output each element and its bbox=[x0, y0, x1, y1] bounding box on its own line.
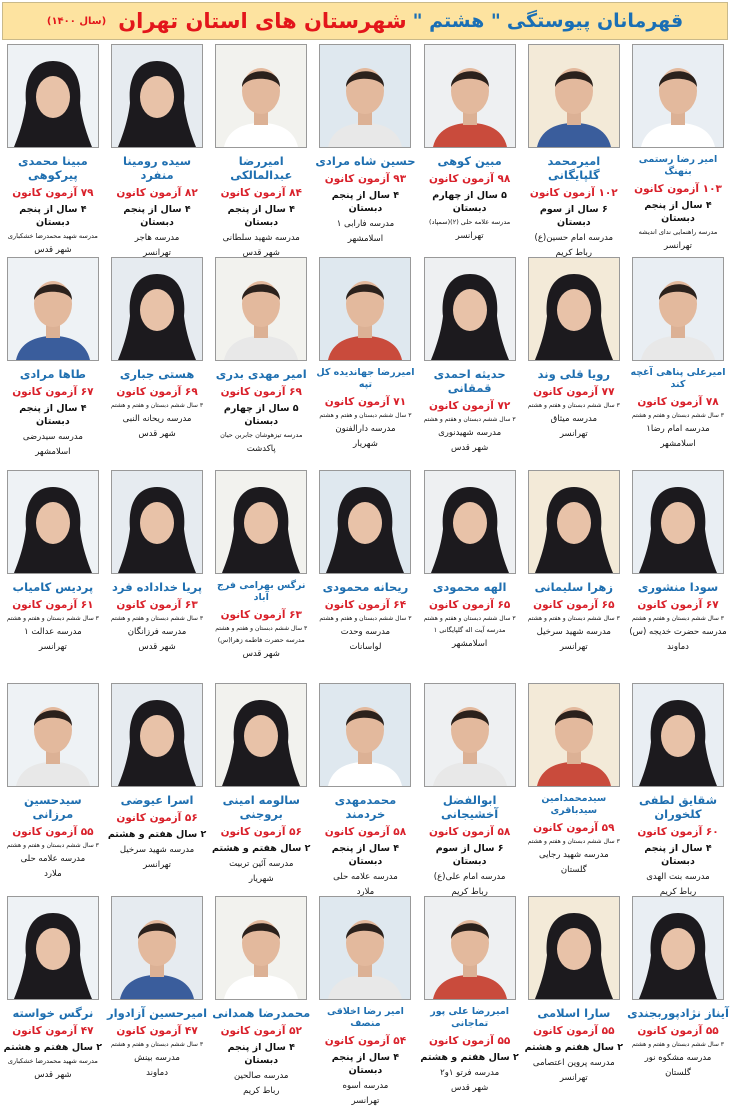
study-period: ۳ سال ششم دبستان و هفتم و هشتم bbox=[111, 615, 204, 622]
school-name: مدرسه مشکوه نور bbox=[644, 1053, 712, 1063]
student-name: امیرمحمد گلپایگانی bbox=[547, 154, 601, 182]
exam-count: ۹۸ آزمون کانون bbox=[428, 173, 511, 185]
school-name: مدرسه دارالفنون bbox=[335, 424, 396, 434]
student-photo bbox=[632, 896, 724, 1000]
student-card bbox=[418, 683, 522, 896]
city-name: شهریار bbox=[353, 439, 378, 449]
student-card bbox=[209, 44, 313, 257]
study-period: ۵ سال از چهارم دبستان bbox=[223, 403, 299, 427]
title-year: (سال ۱۴۰۰) bbox=[46, 15, 107, 27]
student-name: سیده رومینا منفرد bbox=[123, 154, 192, 182]
study-period: ۳ سال ششم دبستان و هفتم و هشتم bbox=[631, 412, 725, 419]
student-name: سیدحسین مرزانی bbox=[24, 793, 82, 821]
study-period: ۶ سال از سوم دبستان bbox=[539, 204, 608, 228]
city-name: رباط کریم bbox=[555, 248, 593, 257]
student-card bbox=[105, 896, 209, 1109]
city-name: گلستان bbox=[560, 865, 587, 875]
school-name: مدرسه بینش bbox=[134, 1053, 180, 1063]
person-portrait-icon bbox=[531, 690, 617, 786]
school-name: مدرسه میثاق bbox=[550, 414, 597, 424]
school-name: مدرسه حضرت فاطمه زهرا(س) bbox=[217, 636, 305, 644]
study-period: ۳ سال ششم دبستان و هفتم و هشتم bbox=[527, 838, 620, 845]
student-name: امیرحسین آزادوار bbox=[107, 1006, 208, 1020]
student-photo bbox=[528, 896, 620, 1000]
student-name: ریحانه محمودی bbox=[322, 580, 409, 594]
student-photo bbox=[7, 470, 99, 574]
student-name: امیر رضا اخلاقی منصف bbox=[326, 1006, 404, 1029]
city-name: تهرانسر bbox=[455, 231, 484, 241]
student-card bbox=[522, 470, 626, 683]
person-portrait-icon bbox=[218, 51, 304, 147]
city-name: اسلامشهر bbox=[451, 639, 488, 649]
student-name: محمدرضا همدانی bbox=[212, 1006, 311, 1020]
student-photo bbox=[632, 44, 724, 148]
student-name: ابوالفضل آخشیجانی bbox=[441, 793, 499, 821]
student-photo bbox=[111, 896, 203, 1000]
student-card bbox=[522, 44, 626, 257]
student-photo bbox=[7, 257, 99, 361]
exam-count: ۵۵ آزمون کانون bbox=[637, 1025, 719, 1037]
school-name: مدرسه شهیدنوری bbox=[438, 428, 502, 438]
exam-count: ۸۲ آزمون کانون bbox=[116, 187, 198, 199]
student-photo bbox=[215, 896, 307, 1000]
study-period: ۴ سال از پنجم دبستان bbox=[123, 204, 191, 228]
exam-count: ۵۸ آزمون کانون bbox=[428, 826, 511, 838]
school-name: مدرسه صالحین bbox=[234, 1071, 289, 1081]
student-card bbox=[1, 257, 105, 470]
school-name: مدرسه تیزهوشان جابربن حیان bbox=[220, 431, 303, 439]
student-card bbox=[209, 683, 313, 896]
exam-count: ۶۵ آزمون کانون bbox=[533, 599, 615, 611]
student-photo bbox=[7, 683, 99, 787]
person-portrait-icon bbox=[114, 903, 200, 999]
student-card bbox=[105, 257, 209, 470]
person-portrait-icon bbox=[635, 51, 721, 147]
person-portrait-icon bbox=[322, 903, 408, 999]
student-name: سالومه امینی بروجنی bbox=[222, 793, 300, 821]
student-card bbox=[313, 683, 417, 896]
student-card bbox=[105, 470, 209, 683]
school-name: مدرسه علامه حلی bbox=[333, 872, 398, 882]
student-photo bbox=[424, 257, 516, 361]
student-photo bbox=[7, 896, 99, 1000]
student-photo bbox=[632, 470, 724, 574]
student-card bbox=[626, 257, 730, 470]
school-name: مدرسه عدالت ۱ bbox=[24, 627, 82, 637]
city-name: اسلامشهر bbox=[347, 234, 384, 244]
student-photo bbox=[528, 44, 620, 148]
student-photo bbox=[528, 257, 620, 361]
school-name: مدرسه علامه حلی (۲)(سمپاد) bbox=[429, 218, 511, 226]
exam-count: ۵۶ آزمون کانون bbox=[220, 826, 302, 838]
exam-count: ۴۷ آزمون کانون bbox=[116, 1025, 198, 1037]
student-name: امیرعلی پناهی آغچه کند bbox=[630, 367, 726, 390]
student-name: الهه محمودی bbox=[432, 580, 507, 594]
title-region: شهرستان های استان تهران bbox=[118, 9, 407, 33]
student-card bbox=[626, 896, 730, 1109]
student-name: امیررضا عبدالمالکی bbox=[230, 154, 293, 182]
study-period: ۳ سال ششم دبستان و هفتم و هشتم bbox=[6, 615, 99, 622]
student-photo bbox=[215, 683, 307, 787]
students-grid bbox=[0, 44, 730, 1109]
student-name: محمدمهدی خردمند bbox=[334, 793, 397, 821]
student-card bbox=[418, 896, 522, 1109]
city-name: تهرانسر bbox=[38, 642, 67, 652]
study-period: ۲ سال هفتم و هشتم bbox=[524, 1042, 624, 1053]
student-name: سودا منشوری bbox=[637, 580, 719, 594]
school-name: مدرسه فرزانگان bbox=[127, 627, 187, 637]
student-name: نرگس بهرامی فرج آباد bbox=[216, 580, 306, 603]
exam-count: ۷۹ آزمون کانون bbox=[12, 187, 94, 199]
city-name: ملارد bbox=[356, 887, 375, 896]
student-card bbox=[418, 470, 522, 683]
city-name: اسلامشهر bbox=[35, 447, 71, 457]
school-name: مدرسه فارابی ۱ bbox=[336, 219, 395, 229]
student-card bbox=[522, 896, 626, 1109]
study-period: ۳ سال ششم دبستان و هفتم و هشتم bbox=[215, 625, 308, 632]
student-name: هستی جباری bbox=[119, 367, 195, 381]
school-name: مدرسه شهید سرخیل bbox=[536, 627, 611, 637]
person-portrait-icon bbox=[10, 690, 96, 786]
school-name: مدرسه هاجر bbox=[134, 233, 180, 243]
student-card bbox=[209, 470, 313, 683]
student-photo bbox=[632, 257, 724, 361]
city-name: تهرانسر bbox=[559, 642, 588, 652]
city-name: لواسانات bbox=[349, 642, 382, 652]
school-name: مدرسه شهید محمدرضا خشکباری bbox=[7, 232, 98, 240]
school-name: مدرسه پروین اعتصامی bbox=[532, 1058, 615, 1068]
person-portrait-icon bbox=[635, 477, 721, 573]
city-name: شهر قدس bbox=[242, 649, 280, 659]
exam-count: ۱۰۲ آزمون کانون bbox=[529, 187, 618, 199]
person-portrait-icon bbox=[427, 477, 513, 573]
student-photo bbox=[528, 683, 620, 787]
study-period: ۵ سال از چهارم دبستان bbox=[432, 190, 507, 214]
school-name: مدرسه شهید سرخیل bbox=[119, 845, 195, 855]
student-photo bbox=[632, 683, 724, 787]
student-name: حسین شاه مرادی bbox=[315, 154, 416, 168]
city-name: تهرانسر bbox=[559, 1073, 588, 1083]
student-name: حدیثه احمدی قمقانی bbox=[433, 367, 506, 395]
student-name: امیررضا جهاندیده کل تپه bbox=[316, 367, 415, 390]
student-card bbox=[105, 44, 209, 257]
student-card bbox=[313, 896, 417, 1109]
page-header bbox=[2, 2, 728, 40]
city-name: گلستان bbox=[665, 1068, 691, 1078]
student-photo bbox=[424, 683, 516, 787]
city-name: شهر قدس bbox=[34, 245, 72, 255]
student-card bbox=[313, 44, 417, 257]
student-name: سیدمحمدامین سیدباقری bbox=[541, 793, 607, 816]
exam-count: ۵۹ آزمون کانون bbox=[533, 822, 615, 834]
exam-count: ۵۸ آزمون کانون bbox=[324, 826, 407, 838]
school-name: مدرسه سیدرضی bbox=[22, 432, 83, 442]
person-portrait-icon bbox=[322, 477, 408, 573]
city-name: شهر قدس bbox=[242, 248, 280, 257]
student-photo bbox=[319, 683, 411, 787]
student-name: نرگس خواسته bbox=[12, 1006, 94, 1020]
school-name: مدرسه حضرت خدیجه (س) bbox=[629, 627, 727, 637]
school-name: مدرسه آیت اله گلپایگانی ۱ bbox=[433, 626, 506, 634]
student-card bbox=[522, 683, 626, 896]
student-photo bbox=[319, 44, 411, 148]
student-photo bbox=[215, 257, 307, 361]
student-name: امیررضا علی پور تماجانی bbox=[430, 1006, 509, 1029]
exam-count: ۵۶ آزمون کانون bbox=[116, 812, 198, 824]
study-period: ۲ سال هفتم و هشتم bbox=[212, 843, 311, 854]
student-photo bbox=[424, 470, 516, 574]
student-photo bbox=[111, 683, 203, 787]
student-name: امیر رضا رستمی بنهنگ bbox=[638, 154, 718, 177]
person-portrait-icon bbox=[218, 477, 304, 573]
study-period: ۴ سال از پنجم دبستان bbox=[331, 843, 400, 867]
school-name: مدرسه علامه حلی bbox=[20, 854, 86, 864]
exam-count: ۵۲ آزمون کانون bbox=[220, 1025, 302, 1037]
study-period: ۳ سال ششم دبستان و هفتم و هشتم bbox=[319, 615, 412, 622]
student-card bbox=[1, 896, 105, 1109]
city-name: رباط کریم bbox=[451, 887, 488, 896]
student-card bbox=[522, 257, 626, 470]
student-card bbox=[209, 257, 313, 470]
exam-count: ۷۱ آزمون کانون bbox=[324, 396, 407, 408]
person-portrait-icon bbox=[10, 477, 96, 573]
student-photo bbox=[319, 896, 411, 1000]
exam-count: ۵۵ آزمون کانون bbox=[533, 1025, 615, 1037]
city-name: تهرانسر bbox=[143, 860, 172, 870]
student-card bbox=[1, 683, 105, 896]
study-period: ۴ سال از پنجم دبستان bbox=[19, 204, 87, 228]
exam-count: ۹۳ آزمون کانون bbox=[324, 173, 407, 185]
study-period: ۳ سال ششم دبستان و هفتم و هشتم bbox=[319, 412, 412, 419]
exam-count: ۵۴ آزمون کانون bbox=[324, 1035, 407, 1047]
city-name: ملارد bbox=[44, 869, 62, 879]
student-card bbox=[209, 896, 313, 1109]
city-name: دماوند bbox=[667, 642, 689, 652]
person-portrait-icon bbox=[114, 51, 200, 147]
student-name: مبین کوهی bbox=[437, 154, 502, 168]
person-portrait-icon bbox=[531, 264, 617, 360]
title-champions: قهرمانان پیوستگی bbox=[506, 10, 684, 32]
person-portrait-icon bbox=[427, 903, 513, 999]
exam-count: ۴۷ آزمون کانون bbox=[12, 1025, 94, 1037]
person-portrait-icon bbox=[531, 477, 617, 573]
person-portrait-icon bbox=[10, 264, 96, 360]
student-photo bbox=[319, 470, 411, 574]
exam-count: ۶۵ آزمون کانون bbox=[428, 599, 511, 611]
city-name: شهر قدس bbox=[450, 1083, 489, 1093]
city-name: دماوند bbox=[146, 1068, 168, 1078]
person-portrait-icon bbox=[635, 264, 721, 360]
school-name: مدرسه امام رضا۱ bbox=[646, 424, 710, 434]
student-photo bbox=[215, 470, 307, 574]
student-name: پردیس کامیاب bbox=[12, 580, 94, 594]
student-photo bbox=[111, 257, 203, 361]
person-portrait-icon bbox=[10, 51, 96, 147]
student-name: آیناز نژادپوربجندی bbox=[627, 1006, 729, 1020]
student-name: پریا خداداده فرد bbox=[112, 580, 203, 594]
school-name: مدرسه وحدت bbox=[340, 627, 391, 637]
exam-count: ۶۷ آزمون کانون bbox=[637, 599, 719, 611]
person-portrait-icon bbox=[635, 903, 721, 999]
school-name: مدرسه شهید محمدرضا خشکباری bbox=[7, 1057, 98, 1065]
city-name: تهرانسر bbox=[664, 241, 692, 251]
study-period: ۴ سال از پنجم دبستان bbox=[19, 403, 87, 427]
study-period: ۴ سال از پنجم دبستان bbox=[644, 843, 712, 867]
exam-count: ۶۹ آزمون کانون bbox=[116, 386, 198, 398]
exam-count: ۶۰ آزمون کانون bbox=[637, 826, 719, 838]
school-name: مدرسه شهید رجایی bbox=[538, 850, 609, 860]
student-card bbox=[418, 44, 522, 257]
person-portrait-icon bbox=[10, 903, 96, 999]
study-period: ۳ سال ششم دبستان و هفتم و هشتم bbox=[111, 402, 204, 409]
study-period: ۲ سال هفتم و هشتم bbox=[420, 1052, 519, 1063]
school-name: مدرسه اسوه bbox=[342, 1081, 389, 1091]
exam-count: ۶۳ آزمون کانون bbox=[116, 599, 198, 611]
student-card bbox=[1, 470, 105, 683]
person-portrait-icon bbox=[531, 51, 617, 147]
student-card bbox=[313, 470, 417, 683]
person-portrait-icon bbox=[218, 264, 304, 360]
person-portrait-icon bbox=[114, 690, 200, 786]
person-portrait-icon bbox=[427, 264, 513, 360]
study-period: ۴ سال از پنجم دبستان bbox=[331, 190, 400, 214]
person-portrait-icon bbox=[322, 264, 408, 360]
student-name: امیر مهدی بدری bbox=[215, 367, 307, 381]
title-grade: " هشتم " bbox=[412, 10, 501, 32]
student-card bbox=[626, 470, 730, 683]
city-name: شهر قدس bbox=[138, 642, 176, 652]
student-photo bbox=[111, 44, 203, 148]
school-name: مدرسه آئین تربیت bbox=[229, 859, 294, 869]
study-period: ۳ سال ششم دبستان و هفتم و هشتم bbox=[527, 402, 620, 409]
person-portrait-icon bbox=[322, 51, 408, 147]
study-period: ۴ سال از پنجم دبستان bbox=[227, 204, 295, 228]
study-period: ۴ سال از پنجم دبستان bbox=[331, 1052, 400, 1076]
exam-count: ۷۸ آزمون کانون bbox=[637, 396, 719, 408]
study-period: ۳ سال ششم دبستان و هفتم و هشتم bbox=[111, 1041, 204, 1048]
city-name: پاکدشت bbox=[246, 444, 276, 454]
city-name: رباط کریم bbox=[243, 1086, 280, 1096]
student-name: شقایق لطفی کلخوران bbox=[638, 793, 718, 821]
study-period: ۳ سال ششم دبستان و هفتم و هشتم bbox=[423, 615, 516, 622]
student-card bbox=[1, 44, 105, 257]
study-period: ۲ سال هفتم و هشتم bbox=[107, 829, 207, 840]
person-portrait-icon bbox=[531, 903, 617, 999]
study-period: ۳ سال ششم دبستان و هفتم و هشتم bbox=[631, 1041, 725, 1048]
city-name: رباط کریم bbox=[659, 887, 697, 896]
school-name: مدرسه راهنمایی ندای اندیشه bbox=[638, 228, 718, 236]
exam-count: ۶۴ آزمون کانون bbox=[324, 599, 407, 611]
exam-count: ۵۵ آزمون کانون bbox=[428, 1035, 511, 1047]
exam-count: ۶۳ آزمون کانون bbox=[220, 609, 302, 621]
student-photo bbox=[111, 470, 203, 574]
exam-count: ۷۲ آزمون کانون bbox=[428, 400, 511, 412]
student-card bbox=[313, 257, 417, 470]
person-portrait-icon bbox=[114, 477, 200, 573]
city-name: شهریار bbox=[248, 874, 274, 884]
student-photo bbox=[424, 44, 516, 148]
exam-count: ۸۴ آزمون کانون bbox=[220, 187, 302, 199]
city-name: شهر قدس bbox=[34, 1070, 72, 1080]
school-name: مدرسه شهید سلطانی bbox=[222, 233, 300, 243]
student-photo bbox=[7, 44, 99, 148]
exam-count: ۷۷ آزمون کانون bbox=[533, 386, 615, 398]
person-portrait-icon bbox=[322, 690, 408, 786]
school-name: مدرسه امام علی(ع) bbox=[433, 872, 506, 882]
city-name: شهر قدس bbox=[138, 429, 176, 439]
study-period: ۲ سال هفتم و هشتم bbox=[3, 1042, 103, 1053]
person-portrait-icon bbox=[218, 903, 304, 999]
exam-count: ۱۰۳ آزمون کانون bbox=[634, 183, 722, 195]
exam-count: ۶۱ آزمون کانون bbox=[12, 599, 94, 611]
study-period: ۳ سال ششم دبستان و هفتم و هشتم bbox=[6, 842, 99, 849]
student-photo bbox=[424, 896, 516, 1000]
student-name: طاها مرادی bbox=[19, 367, 86, 381]
exam-count: ۶۷ آزمون کانون bbox=[12, 386, 94, 398]
school-name: مدرسه امام حسین(ع) bbox=[534, 233, 614, 243]
student-name: سارا اسلامی bbox=[537, 1006, 611, 1020]
student-card bbox=[418, 257, 522, 470]
student-card bbox=[626, 683, 730, 896]
study-period: ۴ سال از پنجم دبستان bbox=[227, 1042, 295, 1066]
student-photo bbox=[528, 470, 620, 574]
student-name: زهرا سلیمانی bbox=[534, 580, 613, 594]
exam-count: ۶۹ آزمون کانون bbox=[220, 386, 302, 398]
student-name: رویا قلی وند bbox=[537, 367, 611, 381]
exam-count: ۵۵ آزمون کانون bbox=[12, 826, 94, 838]
study-period: ۶ سال از سوم دبستان bbox=[435, 843, 504, 867]
student-name: مبینا محمدی پیرکوهی bbox=[17, 154, 88, 182]
city-name: تهرانسر bbox=[559, 429, 588, 439]
city-name: اسلامشهر bbox=[660, 439, 696, 449]
city-name: شهر قدس bbox=[450, 443, 489, 453]
city-name: تهرانسر bbox=[351, 1096, 380, 1106]
student-photo bbox=[215, 44, 307, 148]
student-card bbox=[105, 683, 209, 896]
person-portrait-icon bbox=[218, 690, 304, 786]
person-portrait-icon bbox=[114, 264, 200, 360]
school-name: مدرسه بنت الهدی bbox=[646, 872, 710, 882]
student-name: اسرا عیوضی bbox=[120, 793, 194, 807]
student-card bbox=[626, 44, 730, 257]
school-name: مدرسه فرتو ۱و۲ bbox=[440, 1068, 500, 1078]
student-photo bbox=[319, 257, 411, 361]
person-portrait-icon bbox=[635, 690, 721, 786]
person-portrait-icon bbox=[427, 690, 513, 786]
study-period: ۴ سال از پنجم دبستان bbox=[644, 200, 712, 224]
study-period: ۳ سال ششم دبستان و هفتم و هشتم bbox=[527, 615, 620, 622]
person-portrait-icon bbox=[427, 51, 513, 147]
study-period: ۳ سال ششم دبستان و هفتم و هشتم bbox=[631, 615, 725, 622]
study-period: ۳ سال ششم دبستان و هفتم و هشتم bbox=[423, 416, 516, 423]
school-name: مدرسه ریحانه النبی bbox=[122, 414, 192, 424]
city-name: تهرانسر bbox=[143, 248, 172, 257]
